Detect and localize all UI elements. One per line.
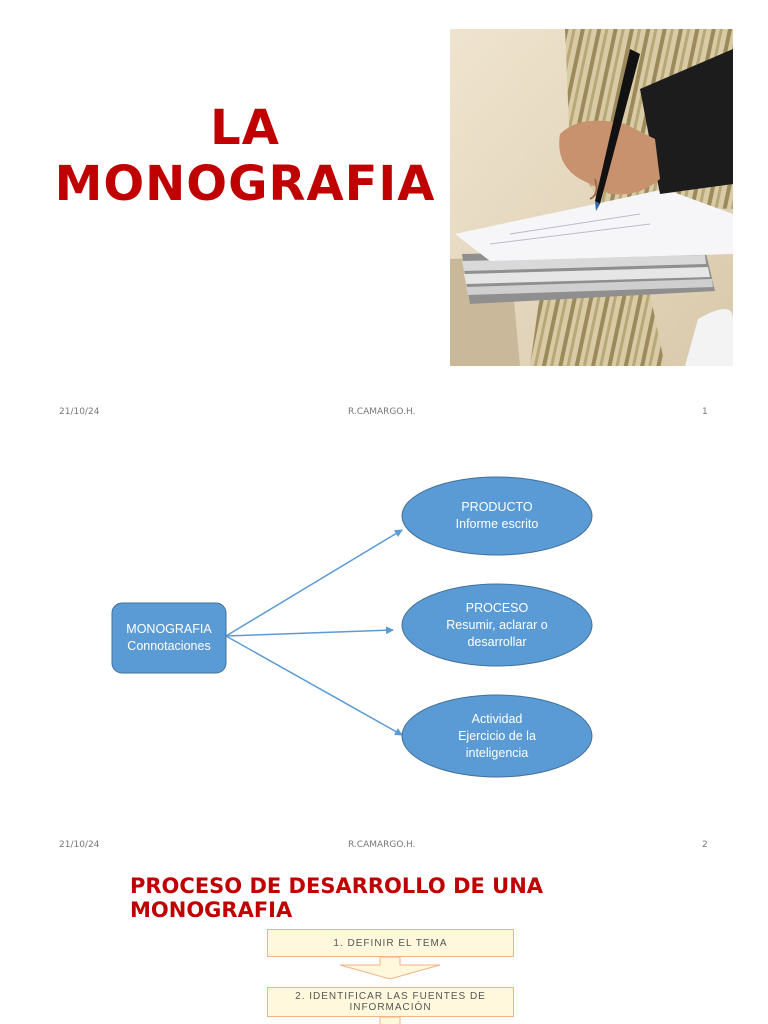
down-arrow-icon [360, 1017, 420, 1024]
title-line-1: LA [210, 100, 280, 156]
title-line-2: MONOGRAFIA [54, 156, 436, 212]
step-2-label-line-1: 2. IDENTIFICAR LAS FUENTES DE [295, 991, 486, 1002]
title-line-2: MONOGRAFIA [130, 898, 293, 922]
footer-date: 21/10/24 [59, 840, 100, 850]
title-line-1: PROCESO DE DESARROLLO DE UNA [130, 874, 544, 898]
slide-1 [0, 0, 768, 430]
footer-author: R.CAMARGO.H. [348, 407, 416, 417]
node-line-3: inteligencia [465, 745, 529, 760]
center-node-line-1: MONOGRAFIA [126, 622, 212, 636]
footer-page-number: 1 [702, 407, 708, 417]
step-1-box [267, 929, 514, 957]
step-2-label-line-2: INFORMACIÓN [349, 1002, 432, 1013]
arrow-to-producto [226, 530, 402, 636]
node-line-2: Resumir, aclarar o [446, 617, 548, 632]
node-line-2: Ejercicio de la [458, 728, 536, 743]
footer-page-number: 2 [702, 840, 708, 850]
down-arrow-icon [330, 957, 450, 987]
node-line-1: PRODUCTO [461, 500, 533, 514]
node-line-1: PROCESO [465, 600, 529, 615]
step-2-box [267, 987, 514, 1017]
center-node-line-2: Connotaciones [127, 639, 211, 653]
writing-hand-photo [450, 29, 733, 366]
node-actividad [402, 695, 592, 777]
node-line-3: desarrollar [467, 634, 527, 649]
step-1-label: 1. DEFINIR EL TEMA [333, 937, 448, 949]
center-node [112, 603, 226, 673]
node-producto [402, 477, 592, 555]
footer-date: 21/10/24 [59, 407, 100, 417]
node-line-1: Actividad [471, 711, 523, 726]
arrow-to-proceso [226, 630, 393, 636]
slide-3 [0, 860, 768, 1024]
slide-3-title [130, 874, 610, 922]
footer-author: R.CAMARGO.H. [348, 840, 416, 850]
node-line-2: Informe escrito [455, 517, 539, 531]
arrow-to-actividad [226, 636, 402, 735]
slide-2 [0, 430, 768, 860]
node-proceso [402, 584, 592, 666]
photo-illustration [450, 29, 733, 366]
slide-1-title [40, 100, 450, 212]
